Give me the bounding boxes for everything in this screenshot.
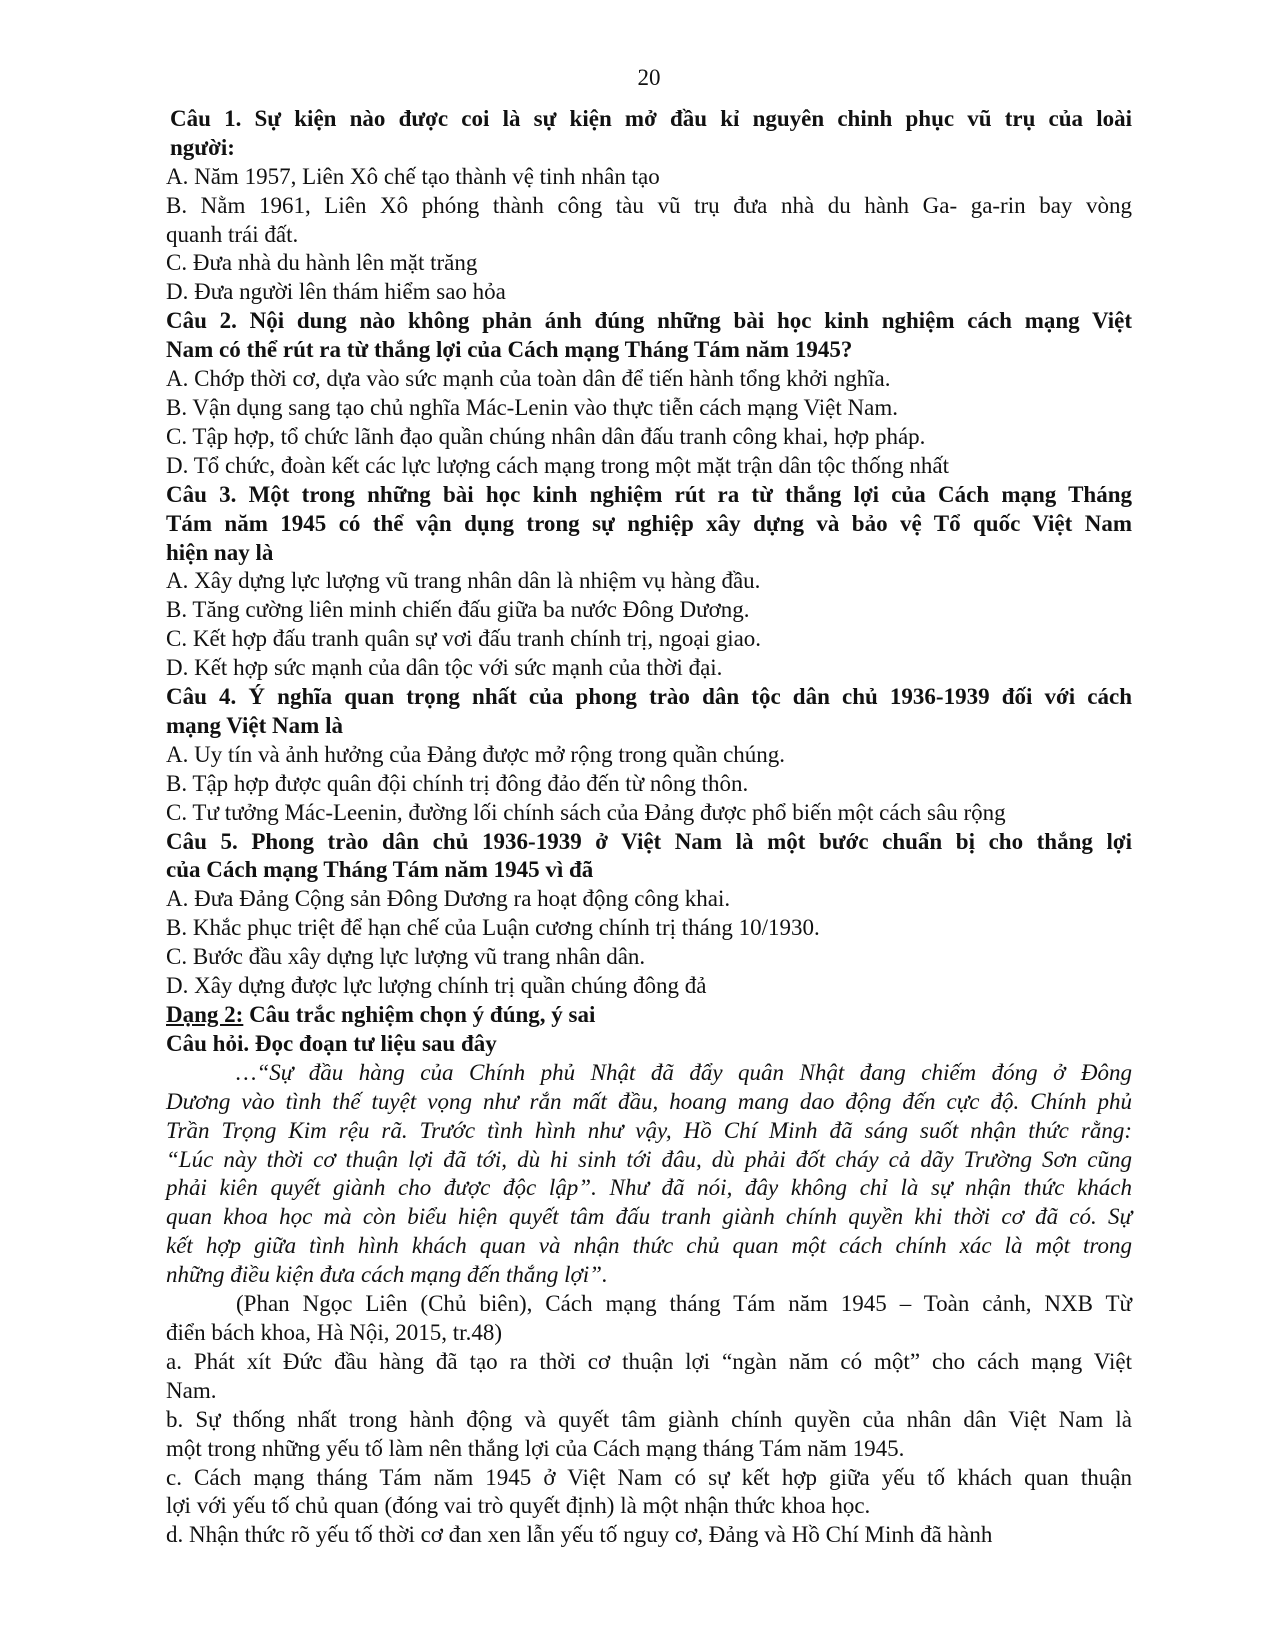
answer-option-line: C. Tư tưởng Mác-Leenin, đường lối chính sách của Đảng được phổ biến một cách sâu rộng xyxy=(166,799,1006,825)
section-heading xyxy=(166,1001,1132,1030)
answer-option xyxy=(166,192,1132,250)
answer-option xyxy=(166,278,1132,307)
statement-list xyxy=(166,1348,1132,1550)
question-title xyxy=(166,683,1132,741)
answer-option xyxy=(166,423,1132,452)
answer-option-line: A. Đưa Đảng Cộng sản Đông Dương ra hoạt động công khai. xyxy=(166,886,731,912)
answer-option-line: C. Kết hợp đấu tranh quân sự vơi đấu tranh chính trị, ngoại giao. xyxy=(166,626,762,652)
question-title-line: Tám năm 1945 có thể vận dụng trong sự nghiệp xây dựng và bảo vệ Tổ quốc Việt Nam xyxy=(166,510,1132,536)
answer-option xyxy=(166,249,1132,278)
quote-line: những điều kiện đưa cách mạng đến thắng lợi”. xyxy=(166,1262,608,1288)
answer-option-line: A. Chớp thời cơ, dựa vào sức mạnh của toàn dân để tiến hành tổng khởi nghĩa. xyxy=(166,366,891,392)
question-title-line: người: xyxy=(170,134,235,160)
statement-line: c. Cách mạng tháng Tám năm 1945 ở Việt Nam có sự kết hợp giữa yếu tố khách quan thuận xyxy=(166,1464,1132,1490)
answer-option xyxy=(166,365,1132,394)
section-heading-text: Câu trắc nghiệm chọn ý đúng, ý sai xyxy=(243,1002,596,1027)
answer-option-line: D. Đưa người lên thám hiểm sao hỏa xyxy=(166,279,506,305)
question-title-line: hiện nay là xyxy=(166,539,274,565)
statement-line: b. Sự thống nhất trong hành động và quyết tâm giành chính quyền của nhân dân Việt Nam là xyxy=(166,1406,1132,1432)
answer-option xyxy=(166,567,1132,596)
question-title-line: Câu 5. Phong trào dân chủ 1936-1939 ở Việt Nam là một bước chuẩn bị cho thắng lợi xyxy=(166,828,1132,854)
answer-option-line: D. Xây dựng được lực lượng chính trị quần chúng đông đả xyxy=(166,973,707,999)
question-title xyxy=(166,307,1132,365)
quote-line: Dương vào tình thế tuyệt vọng như rắn mất đầu, hoang mang dao động đến cực độ. Chính phủ xyxy=(166,1088,1132,1114)
question-title xyxy=(166,828,1132,886)
answer-option xyxy=(166,799,1132,828)
answer-option xyxy=(166,596,1132,625)
true-false-statement xyxy=(166,1348,1132,1406)
quote-line: “Lúc này thời cơ thuận lợi đã tới, dù hi sinh tới đâu, dù phải đốt cháy cả dãy Trường Sơn cũng xyxy=(166,1146,1132,1172)
answer-option xyxy=(166,452,1132,481)
question-title-line: Câu 1. Sự kiện nào được coi là sự kiện mở đầu kỉ nguyên chinh phục vũ trụ của loài xyxy=(170,105,1132,131)
answer-option xyxy=(166,943,1132,972)
answer-option xyxy=(166,654,1132,683)
answer-option-line: C. Tập hợp, tổ chức lãnh đạo quần chúng nhân dân đấu tranh công khai, hợp pháp. xyxy=(166,423,926,449)
answer-option xyxy=(166,625,1132,654)
source-quote xyxy=(166,1059,1132,1290)
answer-option xyxy=(166,741,1132,770)
question-block xyxy=(166,307,1132,480)
answer-option-line: D. Kết hợp sức mạnh của dân tộc với sức mạnh của thời đại. xyxy=(166,655,723,681)
section-heading-label: Dạng 2: xyxy=(166,1002,244,1027)
quote-line: phải kiên quyết giành cho được độc lập”. Như đã nói, đây không chỉ là sự nhận thức khách xyxy=(166,1175,1132,1201)
question-title-line: của Cách mạng Tháng Tám năm 1945 vì đã xyxy=(166,857,594,883)
answer-option xyxy=(166,972,1132,1001)
question-title-line: Câu 2. Nội dung nào không phản ánh đúng những bài học kinh nghiệm cách mạng Việt xyxy=(166,308,1132,334)
quote-line: …“Sự đầu hàng của Chính phủ Nhật đã đẩy quân Nhật đang chiếm đóng ở Đông xyxy=(236,1059,1132,1085)
answer-option-line: B. Nằm 1961, Liên Xô phóng thành công tàu vũ trụ đưa nhà du hành Ga- ga-rin bay vòng xyxy=(166,192,1132,218)
question-title-line: Câu 3. Một trong những bài học kinh nghiệm rút ra từ thắng lợi của Cách mạng Tháng xyxy=(166,481,1132,507)
answer-option-line: A. Xây dựng lực lượng vũ trang nhân dân là nhiệm vụ hàng đầu. xyxy=(166,568,761,594)
answer-option-line: C. Bước đầu xây dựng lực lượng vũ trang nhân dân. xyxy=(166,944,646,970)
answer-option-line: B. Khắc phục triệt để hạn chế của Luận cương chính trị tháng 10/1930. xyxy=(166,915,820,941)
document-page xyxy=(166,64,1132,1550)
question-title-line: Câu 4. Ý nghĩa quan trọng nhất của phong trào dân tộc dân chủ 1936-1939 đối với cách xyxy=(166,684,1132,710)
question-block xyxy=(166,683,1132,828)
quote-line: kết hợp giữa tình hình khách quan và nhận thức chủ quan một cách chính xác là một trong xyxy=(166,1233,1132,1259)
true-false-statement xyxy=(166,1521,1132,1550)
answer-option xyxy=(166,914,1132,943)
source-citation xyxy=(166,1290,1132,1348)
answer-option xyxy=(166,394,1132,423)
quote-line: quan khoa học mà còn biểu hiện quyết tâm đấu tranh giành chính quyền khi thời cơ đã có. Sự xyxy=(166,1204,1132,1230)
question-list xyxy=(166,105,1132,1001)
answer-option-line: A. Uy tín và ảnh hưởng của Đảng được mở rộng trong quần chúng. xyxy=(166,741,786,767)
answer-option-line: quanh trái đất. xyxy=(166,221,299,247)
true-false-statement xyxy=(166,1464,1132,1522)
answer-option-line: A. Năm 1957, Liên Xô chế tạo thành vệ tinh nhân tạo xyxy=(166,163,660,189)
answer-option-line: B. Tăng cường liên minh chiến đấu giữa ba nước Đông Dương. xyxy=(166,597,750,623)
citation-line: điển bách khoa, Hà Nội, 2015, tr.48) xyxy=(166,1319,502,1345)
question-block xyxy=(166,828,1132,1001)
question-title xyxy=(166,481,1132,568)
answer-option xyxy=(166,770,1132,799)
question-title-line: mạng Việt Nam là xyxy=(166,712,343,738)
question-block xyxy=(166,481,1132,683)
citation-line: (Phan Ngọc Liên (Chủ biên), Cách mạng tháng Tám năm 1945 – Toàn cảnh, NXB Từ xyxy=(236,1291,1132,1317)
page-number: 20 xyxy=(637,65,661,90)
question-title-line: Nam có thể rút ra từ thắng lợi của Cách mạng Tháng Tám năm 1945? xyxy=(166,337,853,363)
statement-line: a. Phát xít Đức đầu hàng đã tạo ra thời cơ thuận lợi “ngàn năm có một” cho cách mạng Việt xyxy=(166,1348,1132,1374)
section-prompt: Câu hỏi. Đọc đoạn tư liệu sau đây xyxy=(166,1030,497,1056)
statement-line: d. Nhận thức rõ yếu tố thời cơ đan xen lẫn yếu tố nguy cơ, Đảng và Hồ Chí Minh đã hành xyxy=(166,1522,993,1548)
answer-option xyxy=(166,885,1132,914)
quote-line: Trần Trọng Kim rệu rã. Trước tình hình như vậy, Hồ Chí Minh đã sáng suốt nhận thức rằng: xyxy=(166,1117,1132,1143)
answer-option-line: B. Tập hợp được quân đội chính trị đông đảo đến từ nông thôn. xyxy=(166,770,749,796)
answer-option-line: D. Tổ chức, đoàn kết các lực lượng cách mạng trong một mặt trận dân tộc thống nhất xyxy=(166,452,949,478)
answer-option-line: B. Vận dụng sang tạo chủ nghĩa Mác-Lenin vào thực tiễn cách mạng Việt Nam. xyxy=(166,394,898,420)
question-title xyxy=(166,105,1132,163)
statement-line: Nam. xyxy=(166,1377,217,1403)
statement-line: lợi với yếu tố chủ quan (đóng vai trò quyết định) là một nhận thức khoa học. xyxy=(166,1493,871,1519)
true-false-statement xyxy=(166,1406,1132,1464)
answer-option xyxy=(166,163,1132,192)
question-block xyxy=(166,105,1132,307)
statement-line: một trong những yếu tố làm nên thắng lợi của Cách mạng tháng Tám năm 1945. xyxy=(166,1435,905,1461)
answer-option-line: C. Đưa nhà du hành lên mặt trăng xyxy=(166,250,478,276)
